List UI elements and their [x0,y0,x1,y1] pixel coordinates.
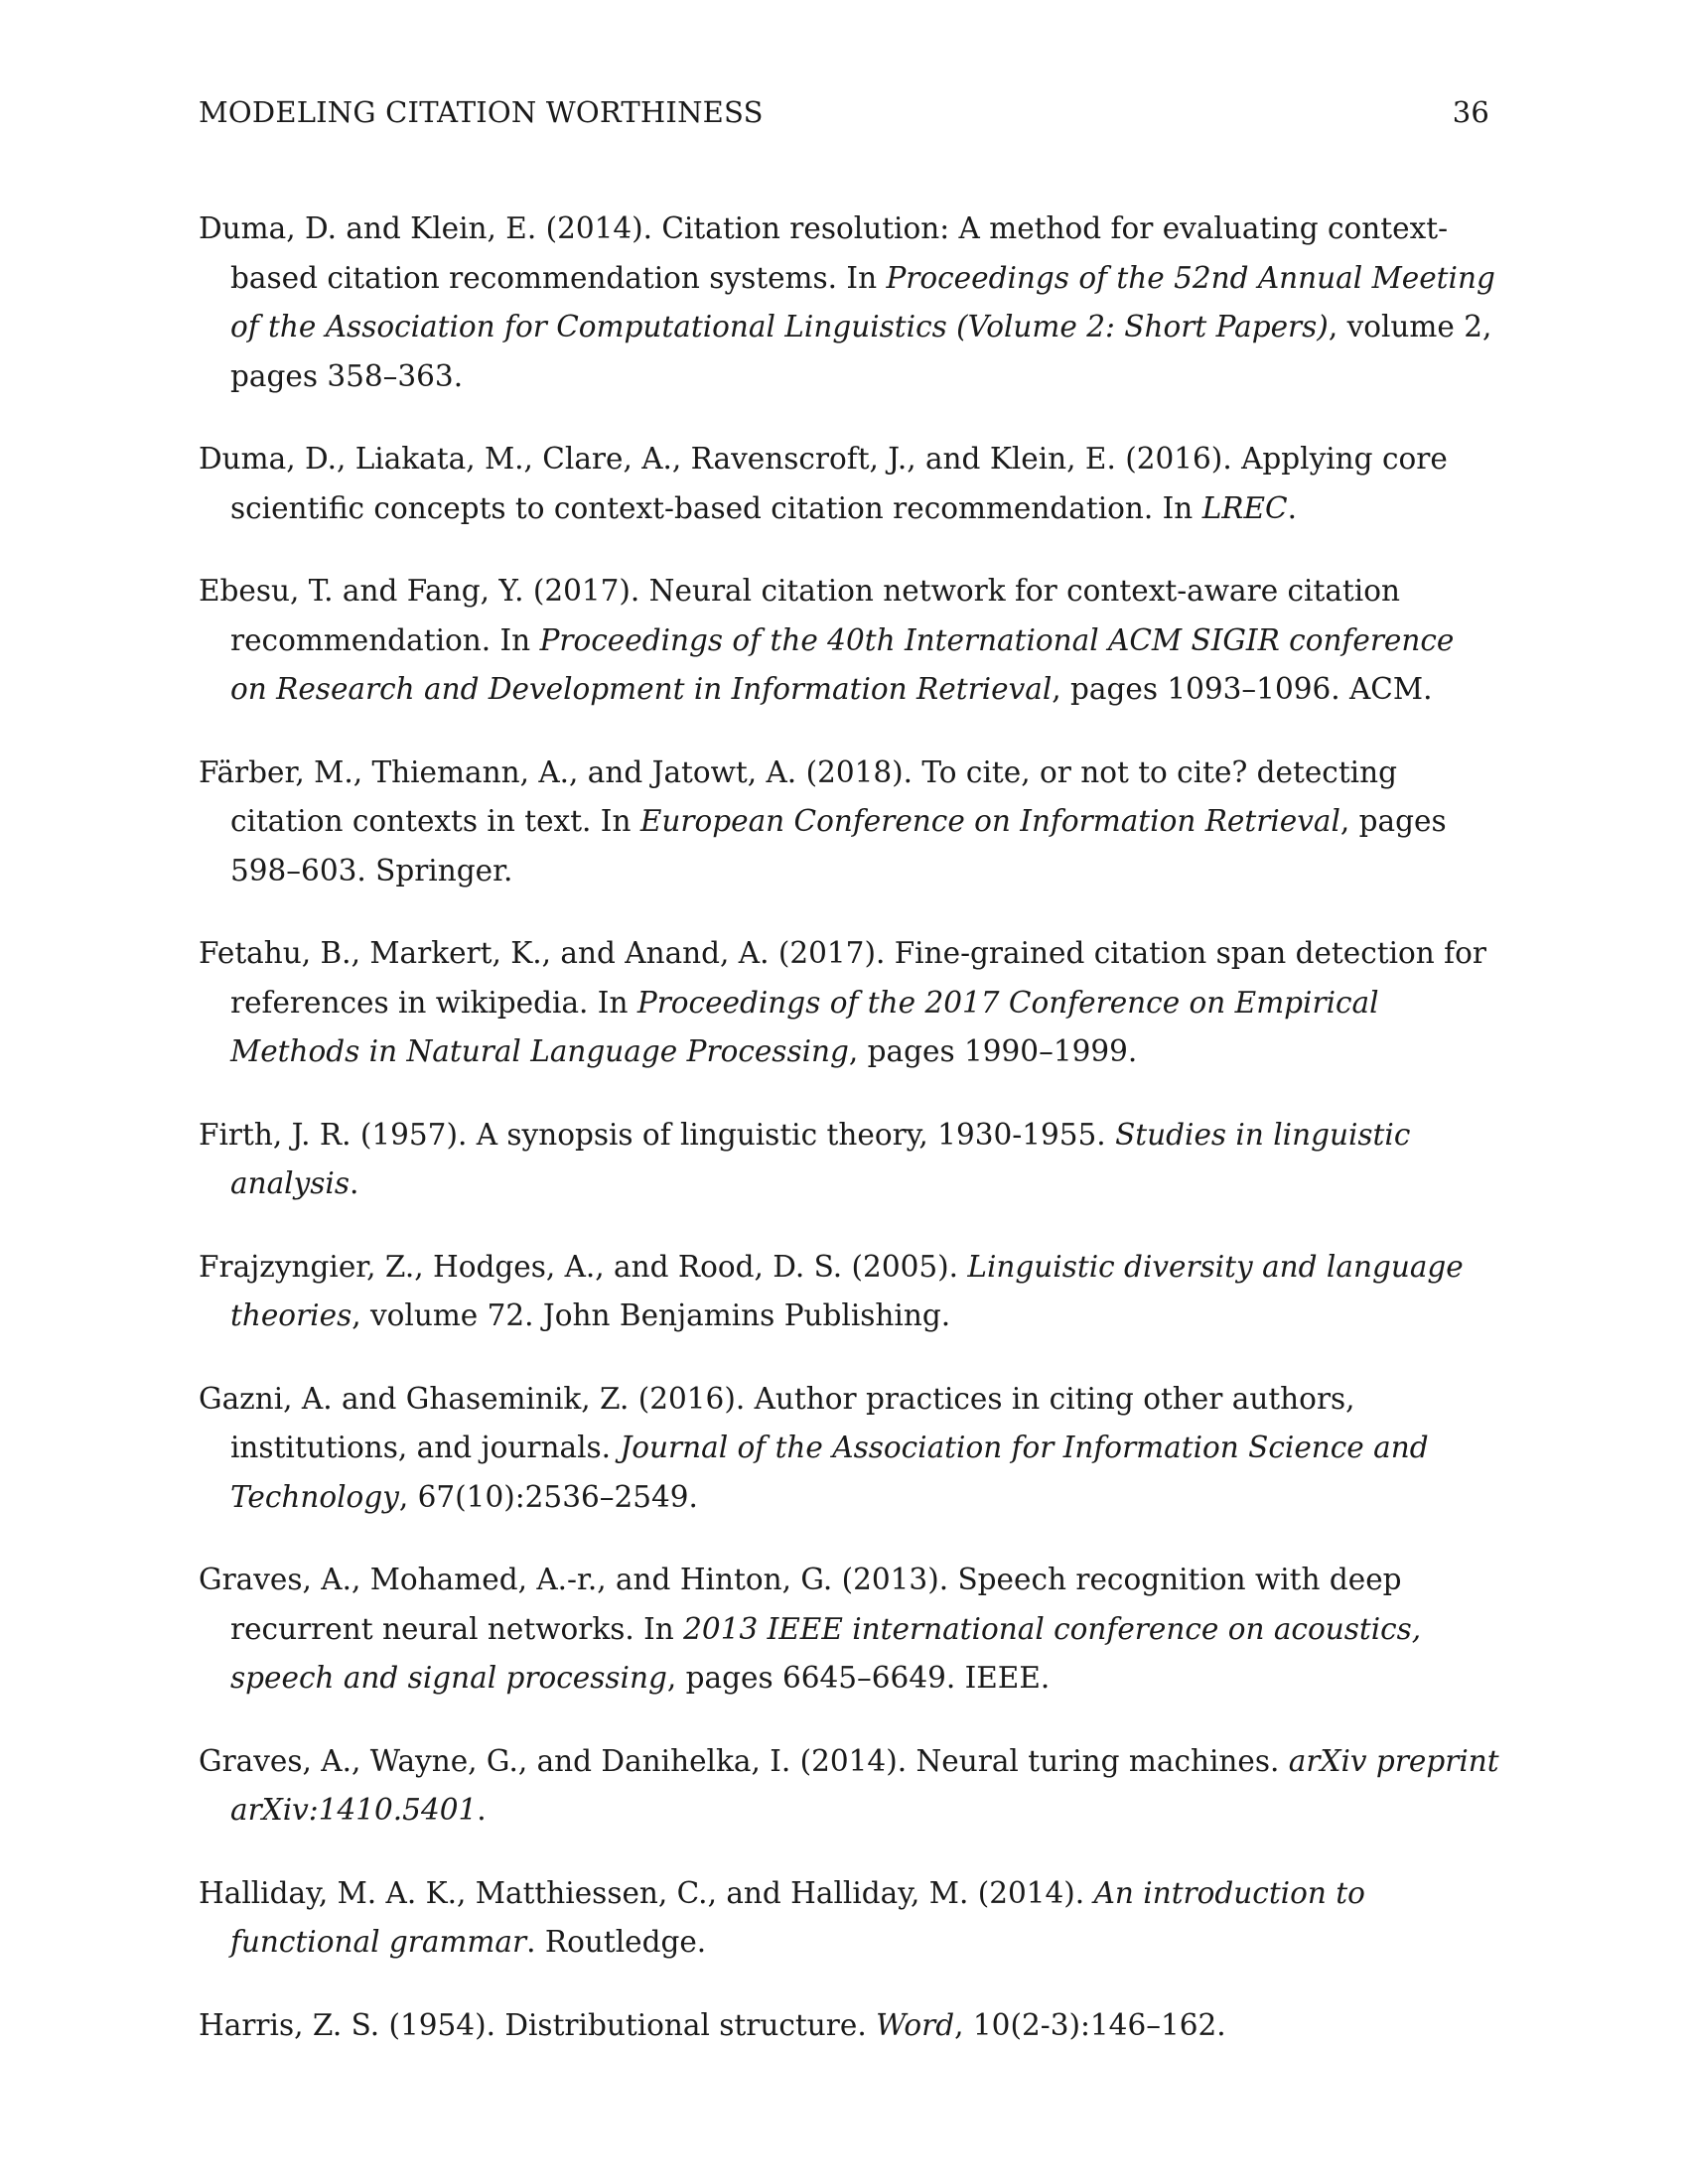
reference-text: Graves, A., Wayne, G., and Danihelka, I. (2014). Neural turing machines. [199,1743,1289,1778]
reference-details: . Routledge. [526,1925,707,1959]
reference-venue: European Conference on Information Retrieval [639,804,1340,838]
reference-details: , pages 598–603. Springer. [230,804,1447,887]
reference-venue: Word [876,2007,955,2042]
reference-text: Ebesu, T. and Fang, Y. (2017). Neural citation network for context-aware citation recommendation. In [199,574,1400,657]
page-number: 36 [1452,95,1489,129]
reference-text: Harris, Z. S. (1954). Distributional structure. [199,2007,877,2042]
reference-text: Graves, A., Mohamed, A.-r., and Hinton, G. (2013). Speech recognition with deep recurrent neural networks. In [199,1563,1402,1646]
running-header [199,95,1489,135]
reference-text: Duma, D., Liakata, M., Clare, A., Ravenscroft, J., and Klein, E. (2016). Applying core scientific concepts to context-based citation recommendation. In [199,442,1448,525]
reference-details: , pages 1093–1096. ACM. [1052,672,1433,706]
reference-details: . [1287,490,1297,525]
reference-details: , 10(2-3):146–162. [954,2007,1226,2042]
reference-venue: Linguistic diversity and language theories [230,1249,1464,1332]
reference-entry [199,1869,1499,1968]
reference-venue: arXiv preprint arXiv:1410.5401 [230,1743,1499,1827]
reference-venue: Journal of the Association for Information Science and Technology [230,1431,1429,1514]
reference-entry [199,567,1499,715]
reference-entry [199,1243,1499,1341]
reference-entry [199,929,1499,1077]
reference-entry [199,1111,1499,1209]
reference-entry [199,435,1499,533]
reference-venue: Proceedings of the 52nd Annual Meeting of the Association for Computational Linguistics (Volume 2: Short Papers) [230,260,1495,343]
reference-entry [199,2001,1499,2051]
reference-details: , volume 2, pages 358–363. [230,310,1492,393]
reference-details: . [350,1166,359,1200]
reference-entry [199,1556,1499,1704]
reference-venue: Proceedings of the 40th International ACM SIGIR conference on Research and Development in Information Retrieval [230,622,1455,706]
reference-text: Duma, D. and Klein, E. (2014). Citation resolution: A method for evaluating context-based citation recommendation systems. In [199,211,1449,295]
reference-text: Frajzyngier, Z., Hodges, A., and Rood, D. S. (2005). [199,1249,968,1284]
running-title: MODELING CITATION WORTHINESS [199,95,764,129]
reference-details: , pages 1990–1999. [848,1034,1138,1068]
reference-details: . [477,1793,487,1827]
reference-text: Firth, J. R. (1957). A synopsis of linguistic theory, 1930-1955. [199,1117,1116,1152]
reference-list [199,205,1499,2084]
reference-entry [199,1375,1499,1523]
reference-venue: 2013 IEEE international conference on acoustics, speech and signal processing [230,1611,1422,1695]
reference-venue: An introduction to functional grammar [230,1875,1365,1959]
reference-details: , pages 6645–6649. IEEE. [666,1661,1051,1695]
reference-text: Halliday, M. A. K., Matthiessen, C., and Halliday, M. (2014). [199,1875,1094,1910]
reference-entry [199,205,1499,401]
reference-entry [199,1737,1499,1836]
reference-text: Färber, M., Thiemann, A., and Jatowt, A. (2018). To cite, or not to cite? detecting citation contexts in text. In [199,754,1397,838]
reference-venue: LREC [1201,490,1288,525]
reference-details: , volume 72. John Benjamins Publishing. [352,1298,951,1332]
reference-details: , 67(10):2536–2549. [398,1479,698,1514]
reference-venue: Proceedings of the 2017 Conference on Empirical Methods in Natural Language Processing [230,985,1379,1068]
reference-text: Fetahu, B., Markert, K., and Anand, A. (2017). Fine-grained citation span detection for references in wikipedia. In [199,936,1486,1020]
reference-venue: Studies in linguistic analysis [230,1117,1411,1200]
reference-text: Gazni, A. and Ghaseminik, Z. (2016). Author practices in citing other authors, institutions, and journals. [199,1381,1355,1464]
reference-entry [199,749,1499,896]
